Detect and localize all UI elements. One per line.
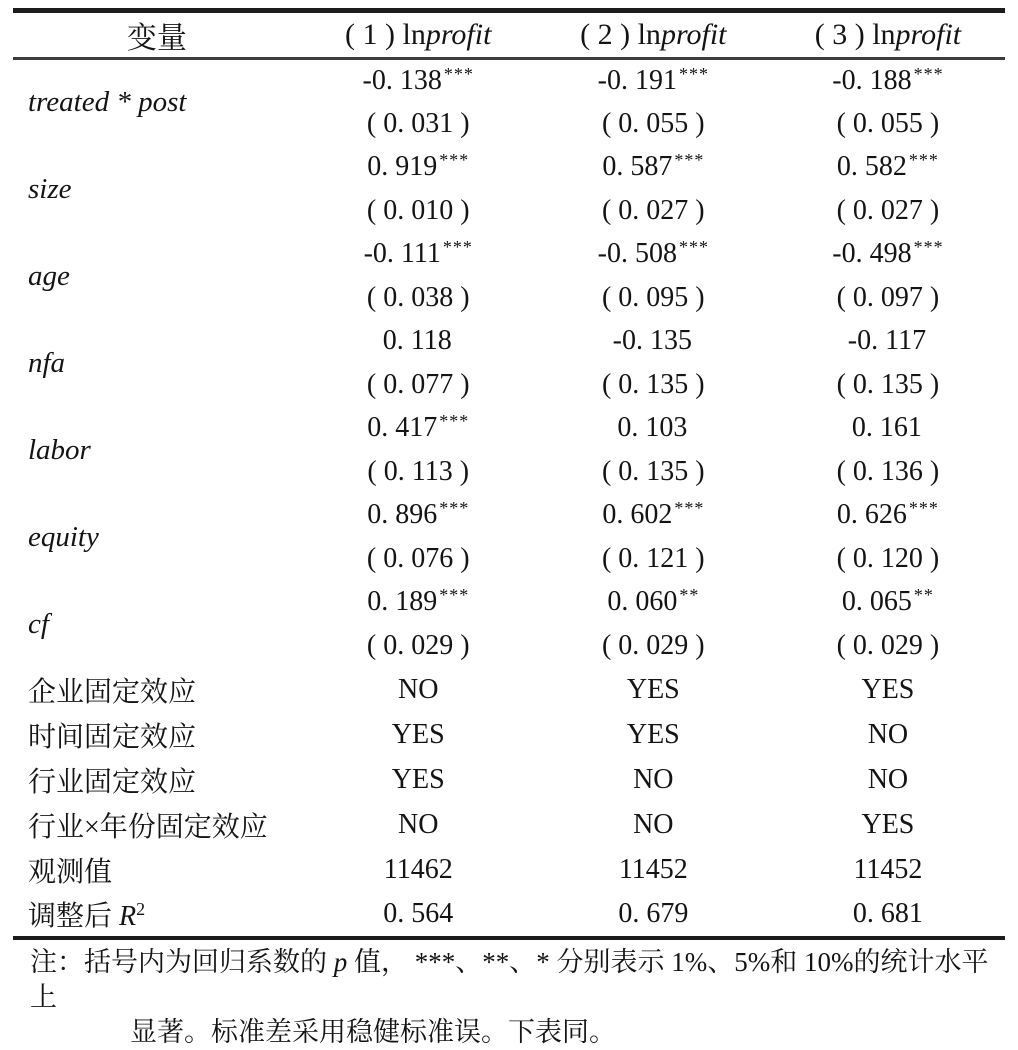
significance-stars: ***	[908, 150, 939, 170]
coef-value: 0. 896	[367, 499, 438, 530]
significance-stars: ***	[439, 498, 470, 518]
variable-label-size: size	[28, 172, 72, 205]
coef-value: 0. 919	[367, 151, 438, 182]
se-cell: ( 0. 121 )	[601, 542, 705, 574]
se-cell: ( 0. 031 )	[366, 107, 470, 139]
coef-row-age	[13, 233, 1005, 276]
coef-cell	[771, 407, 1005, 450]
row-observations	[13, 848, 1005, 893]
summary-value: NO	[633, 764, 674, 795]
se-cell: ( 0. 029 )	[366, 629, 470, 661]
coef-cell	[536, 233, 771, 276]
variable-label-equity: equity	[28, 520, 99, 553]
coef-cell	[536, 581, 771, 624]
significance-stars: ***	[439, 585, 470, 605]
se-cell: ( 0. 055 )	[601, 107, 705, 139]
regression-table	[13, 8, 1005, 940]
se-cell: ( 0. 136 )	[836, 455, 940, 487]
summary-value: 11452	[618, 854, 688, 885]
coef-cell	[771, 233, 1005, 276]
se-cell: ( 0. 010 )	[366, 194, 470, 226]
coef-value: 0. 626	[836, 499, 907, 530]
coef-cell	[536, 407, 771, 450]
coef-value: 0. 582	[836, 151, 907, 182]
variable-label-cf: cf	[28, 607, 49, 640]
coef-row-labor	[13, 407, 1005, 450]
coef-cell	[771, 320, 1005, 363]
se-cell: ( 0. 135 )	[836, 368, 940, 400]
r-symbol: R	[119, 901, 137, 932]
coef-cell	[301, 494, 536, 537]
significance-stars: **	[679, 585, 700, 605]
coef-row-treated-post	[13, 59, 1005, 102]
coef-value: 0. 103	[617, 412, 688, 443]
coef-value: 0. 161	[851, 412, 922, 443]
coef-value: -0. 117	[847, 325, 927, 356]
table-header-row	[13, 11, 1005, 59]
variable-label-nfa: nfa	[28, 346, 66, 379]
se-cell: ( 0. 027 )	[836, 194, 940, 226]
coef-value: 0. 118	[382, 325, 452, 356]
summary-value: YES	[626, 719, 680, 750]
coef-cell	[301, 59, 536, 102]
se-cell: ( 0. 055 )	[836, 107, 940, 139]
summary-label: 时间固定效应	[28, 722, 197, 753]
row-firm-fixed-effects	[13, 668, 1005, 713]
se-cell: ( 0. 027 )	[601, 194, 705, 226]
footnote-line-1	[30, 945, 995, 1015]
se-cell: ( 0. 120 )	[836, 542, 940, 574]
summary-value: NO	[397, 674, 439, 705]
coef-row-equity	[13, 494, 1005, 537]
header-col-2	[536, 11, 771, 59]
coef-cell	[536, 59, 771, 102]
significance-stars: ***	[678, 237, 709, 257]
summary-value: NO	[397, 809, 439, 840]
header-col-1-num: ( 1 ) ln	[345, 18, 426, 51]
footnote-label: 注：	[30, 946, 84, 977]
coef-value: -0. 138	[362, 64, 442, 96]
header-col-1	[301, 11, 536, 59]
coef-value: 0. 060	[607, 586, 678, 617]
summary-value: 0. 679	[618, 898, 689, 929]
header-col-3-depvar: profit	[895, 18, 962, 51]
se-cell: ( 0. 095 )	[601, 281, 705, 313]
summary-value: 11462	[383, 854, 453, 885]
coef-cell	[301, 146, 536, 189]
coef-row-nfa	[13, 320, 1005, 363]
significance-stars: ***	[443, 63, 474, 84]
summary-value: YES	[626, 674, 680, 705]
coef-cell	[771, 59, 1005, 102]
summary-value: YES	[391, 719, 445, 750]
coef-cell	[301, 320, 536, 363]
summary-value: NO	[867, 719, 909, 750]
summary-value: YES	[391, 764, 445, 795]
header-col-2-num: ( 2 ) ln	[580, 18, 661, 51]
coef-cell	[771, 146, 1005, 189]
summary-value: 0. 681	[852, 898, 923, 929]
header-col-3-num: ( 3 ) ln	[814, 18, 896, 51]
se-cell: ( 0. 038 )	[366, 281, 470, 313]
coef-value: -0. 498	[832, 238, 912, 269]
p-symbol: p	[333, 946, 348, 977]
coef-cell	[771, 494, 1005, 537]
coef-value: 0. 587	[602, 151, 673, 182]
header-col-3	[771, 11, 1005, 59]
coef-value: -0. 508	[597, 238, 677, 269]
significance-stars: ***	[674, 498, 705, 518]
significance-stars: **	[913, 585, 934, 605]
coef-cell	[536, 494, 771, 537]
significance-stars: ***	[439, 411, 470, 431]
summary-value: YES	[861, 674, 915, 705]
coef-value: -0. 135	[612, 325, 692, 356]
coef-cell	[301, 407, 536, 450]
coef-cell	[536, 320, 771, 363]
se-cell: ( 0. 097 )	[836, 281, 940, 313]
summary-label: 行业×年份固定效应	[28, 812, 268, 843]
footnote-text-after-p: 值， ***、**、* 分别表示 1%、5%和 10%的统计水平上	[30, 946, 989, 1012]
coef-row-cf	[13, 581, 1005, 624]
footnote-line-2: 显著。标准差采用稳健标准误。下表同。	[130, 1016, 616, 1047]
significance-stars: ***	[908, 498, 939, 518]
variable-label-treated-post: treated * post	[28, 86, 187, 119]
footnote-text-before-p: 括号内为回归系数的	[84, 946, 334, 977]
r2-superscript: 2	[136, 899, 146, 919]
summary-label: 企业固定效应	[28, 677, 197, 708]
row-industry-fixed-effects	[13, 758, 1005, 803]
summary-value: NO	[633, 809, 674, 840]
significance-stars: ***	[439, 150, 470, 170]
se-cell: ( 0. 029 )	[836, 629, 940, 661]
coef-cell	[771, 581, 1005, 624]
header-variable-col: 变量	[13, 11, 301, 59]
coef-row-size	[13, 146, 1005, 189]
coef-value: 0. 602	[602, 499, 673, 530]
adjusted-r2-label	[13, 893, 301, 938]
variable-label-age: age	[28, 259, 70, 292]
adjusted-r2-prefix: 调整后	[28, 901, 120, 932]
significance-stars: ***	[913, 237, 944, 257]
row-time-fixed-effects	[13, 713, 1005, 758]
coef-value: -0. 188	[832, 64, 912, 96]
header-col-1-depvar: profit	[425, 18, 492, 51]
significance-stars: ***	[913, 63, 944, 84]
coef-value: 0. 417	[367, 412, 438, 443]
table-footnote	[13, 945, 1005, 1050]
significance-stars: ***	[678, 63, 709, 84]
summary-value: 0. 564	[383, 898, 454, 929]
se-cell: ( 0. 135 )	[601, 368, 705, 400]
significance-stars: ***	[442, 237, 473, 257]
se-cell: ( 0. 113 )	[367, 455, 470, 487]
summary-value: YES	[861, 809, 915, 840]
row-adjusted-r2	[13, 893, 1005, 938]
se-cell: ( 0. 029 )	[601, 629, 705, 661]
variable-label-labor: labor	[28, 433, 91, 466]
se-cell: ( 0. 077 )	[366, 368, 470, 400]
se-cell: ( 0. 076 )	[366, 542, 470, 574]
coef-value: 0. 189	[367, 586, 438, 617]
coef-value: -0. 191	[597, 64, 677, 96]
coef-value: 0. 065	[841, 586, 912, 617]
coef-cell	[536, 146, 771, 189]
summary-value: NO	[867, 764, 909, 795]
coef-cell	[301, 581, 536, 624]
summary-label: 观测值	[28, 857, 113, 888]
coef-value: -0. 111	[363, 238, 441, 269]
summary-value: 11452	[853, 854, 923, 885]
row-industry-year-fixed-effects	[13, 803, 1005, 848]
se-cell: ( 0. 135 )	[601, 455, 705, 487]
header-col-2-depvar: profit	[660, 18, 727, 51]
summary-label: 行业固定效应	[28, 767, 197, 798]
significance-stars: ***	[674, 150, 705, 170]
coef-cell	[301, 233, 536, 276]
